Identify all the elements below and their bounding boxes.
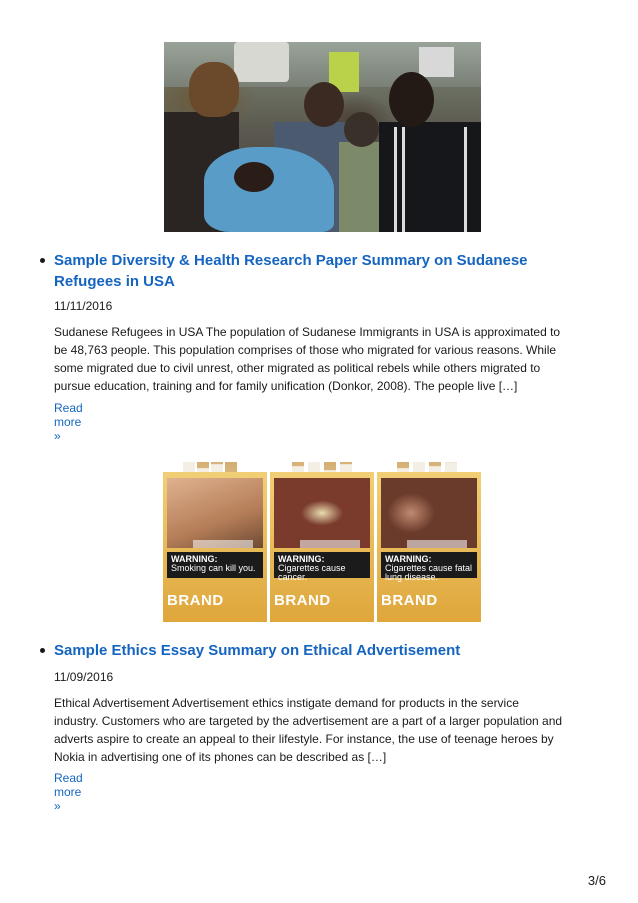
cigarette-warning-packs-image (163, 432, 481, 622)
sudanese-refugees-photo (164, 42, 481, 232)
pack-warning-text: Smoking can kill you. (171, 563, 256, 573)
pack-warning-label: WARNING: (385, 554, 432, 564)
pack-warning-label: WARNING: (171, 554, 218, 564)
pack-brand: BRAND (381, 592, 438, 609)
pack-warning-label: WARNING: (278, 554, 325, 564)
read-more-link[interactable]: Read more » (54, 771, 83, 813)
pack-brand: BRAND (274, 592, 331, 609)
pack-warning-text: Cigarettes cause cancer. (278, 563, 346, 582)
cigarette-pack-3 (377, 462, 481, 622)
post-date: 11/09/2016 (54, 670, 114, 684)
post-excerpt: Ethical Advertisement Advertisement ethics instigate demand for products in the service industry. Customers who are targeted by the advertisement are a part of a larger population and adverts aspire to create an appeal to their lifestyle. For instance, the use of teenage heroes by Nokia in advertising one of its phones can be described as […] (54, 696, 563, 764)
post-title-link[interactable]: Sample Diversity & Health Research Paper Summary on Sudanese Refugees in USA (54, 252, 528, 290)
cigarette-pack-2 (270, 462, 374, 622)
post-date: 11/11/2016 (54, 299, 113, 313)
page-number: 3/6 (587, 873, 606, 888)
bullet-icon (40, 258, 45, 263)
post-title-link[interactable]: Sample Ethics Essay Summary on Ethical Advertisement (54, 642, 461, 659)
pack-warning-text: Cigarettes cause fatal lung disease. (385, 563, 473, 582)
read-more-link[interactable]: Read more » (54, 401, 83, 443)
post-excerpt: Sudanese Refugees in USA The population of Sudanese Immigrants in USA is approximated to be 48,763 people. This population comprises of those who migrated for various reasons. While some migrated due to civil unrest, other migrated as political rebels while others migrated to pursue education, training and for family unification (Donkor, 2008). The people live […] (54, 325, 561, 393)
pack-brand: BRAND (167, 592, 224, 609)
bullet-icon (40, 648, 45, 653)
cigarette-pack-1 (163, 462, 267, 622)
